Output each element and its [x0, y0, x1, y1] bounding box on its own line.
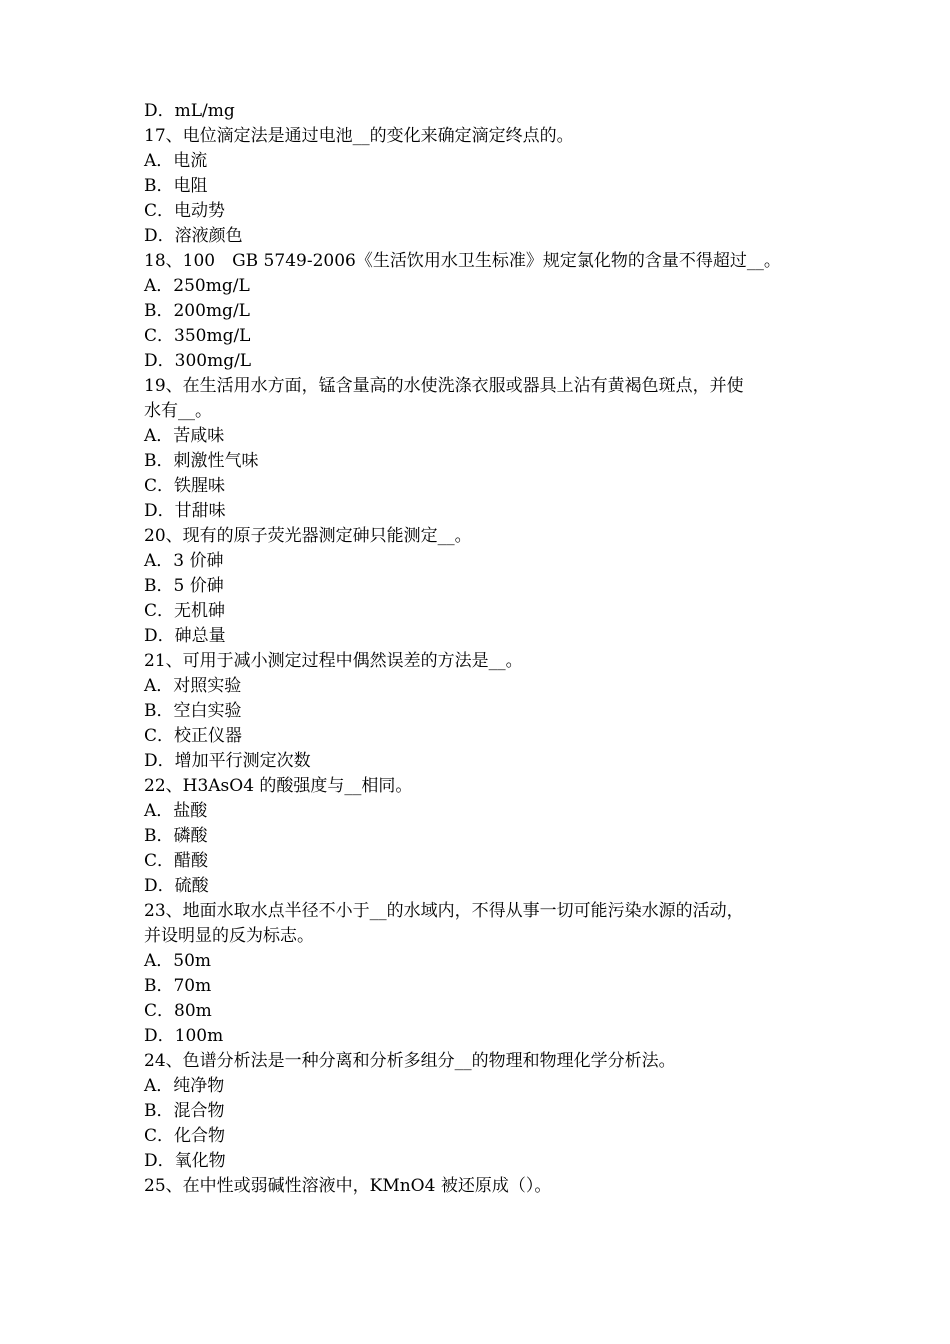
answer-option-line: D．mL/mg — [144, 101, 235, 121]
answer-option-line: B．刺激性气味 — [144, 451, 259, 471]
question-text-line: 18、100 GB 5749-2006《生活饮用水卫生标准》规定氯化物的含量不得超过__。 — [144, 251, 781, 271]
answer-option-line: B．磷酸 — [144, 826, 208, 846]
answer-option-line: B．70m — [144, 976, 212, 996]
question-text-line: 并设明显的反为标志。 — [144, 926, 314, 946]
answer-option-line: A．盐酸 — [144, 801, 208, 821]
answer-option-line: A．纯净物 — [144, 1076, 225, 1096]
answer-option-line: D．硫酸 — [144, 876, 209, 896]
question-text-line: 20、现有的原子荧光器测定砷只能测定__。 — [144, 526, 472, 546]
answer-option-line: A．3 价砷 — [144, 551, 224, 571]
answer-option-line: A．电流 — [144, 151, 208, 171]
answer-option-line: C．化合物 — [144, 1126, 226, 1146]
question-text-line: 24、色谱分析法是一种分离和分析多组分__的物理和物理化学分析法。 — [144, 1051, 676, 1071]
question-text-line: 22、H3AsO4 的酸强度与__相同。 — [144, 776, 413, 796]
answer-option-line: D．砷总量 — [144, 626, 226, 646]
answer-option-line: C．校正仪器 — [144, 726, 243, 746]
answer-option-line: B．混合物 — [144, 1101, 225, 1121]
question-text-line: 23、地面水取水点半径不小于__的水域内，不得从事一切可能污染水源的活动， — [144, 901, 744, 921]
answer-option-line: D．100m — [144, 1026, 224, 1046]
answer-option-line: B．电阻 — [144, 176, 208, 196]
answer-option-line: C．醋酸 — [144, 851, 209, 871]
answer-option-line: A．50m — [144, 951, 212, 971]
answer-option-line: C．80m — [144, 1001, 212, 1021]
question-text-line: 17、电位滴定法是通过电池__的变化来确定滴定终点的。 — [144, 126, 574, 146]
question-text-line: 25、在中性或弱碱性溶液中，KMnO4 被还原成（）。 — [144, 1176, 552, 1196]
answer-option-line: A．250mg/L — [144, 276, 250, 296]
answer-option-line: A．苦咸味 — [144, 426, 225, 446]
document-page — [144, 99, 814, 1199]
answer-option-line: D．溶液颜色 — [144, 226, 243, 246]
answer-option-line: B．5 价砷 — [144, 576, 224, 596]
question-text-line: 21、可用于减小测定过程中偶然误差的方法是__。 — [144, 651, 523, 671]
answer-option-line: B．空白实验 — [144, 701, 242, 721]
answer-option-line: B．200mg/L — [144, 301, 250, 321]
answer-option-line: C．电动势 — [144, 201, 226, 221]
answer-option-line: C．无机砷 — [144, 601, 226, 621]
answer-option-line: D．氧化物 — [144, 1151, 226, 1171]
answer-option-line: C．铁腥味 — [144, 476, 226, 496]
question-text-line: 19、在生活用水方面，锰含量高的水使洗涤衣服或器具上沾有黄褐色斑点，并使 — [144, 376, 744, 396]
question-text-line: 水有__。 — [144, 401, 212, 421]
answer-option-line: C．350mg/L — [144, 326, 251, 346]
answer-option-line: D．增加平行测定次数 — [144, 751, 311, 771]
answer-option-line: D．300mg/L — [144, 351, 252, 371]
answer-option-line: A．对照实验 — [144, 676, 242, 696]
answer-option-line: D．甘甜味 — [144, 501, 226, 521]
